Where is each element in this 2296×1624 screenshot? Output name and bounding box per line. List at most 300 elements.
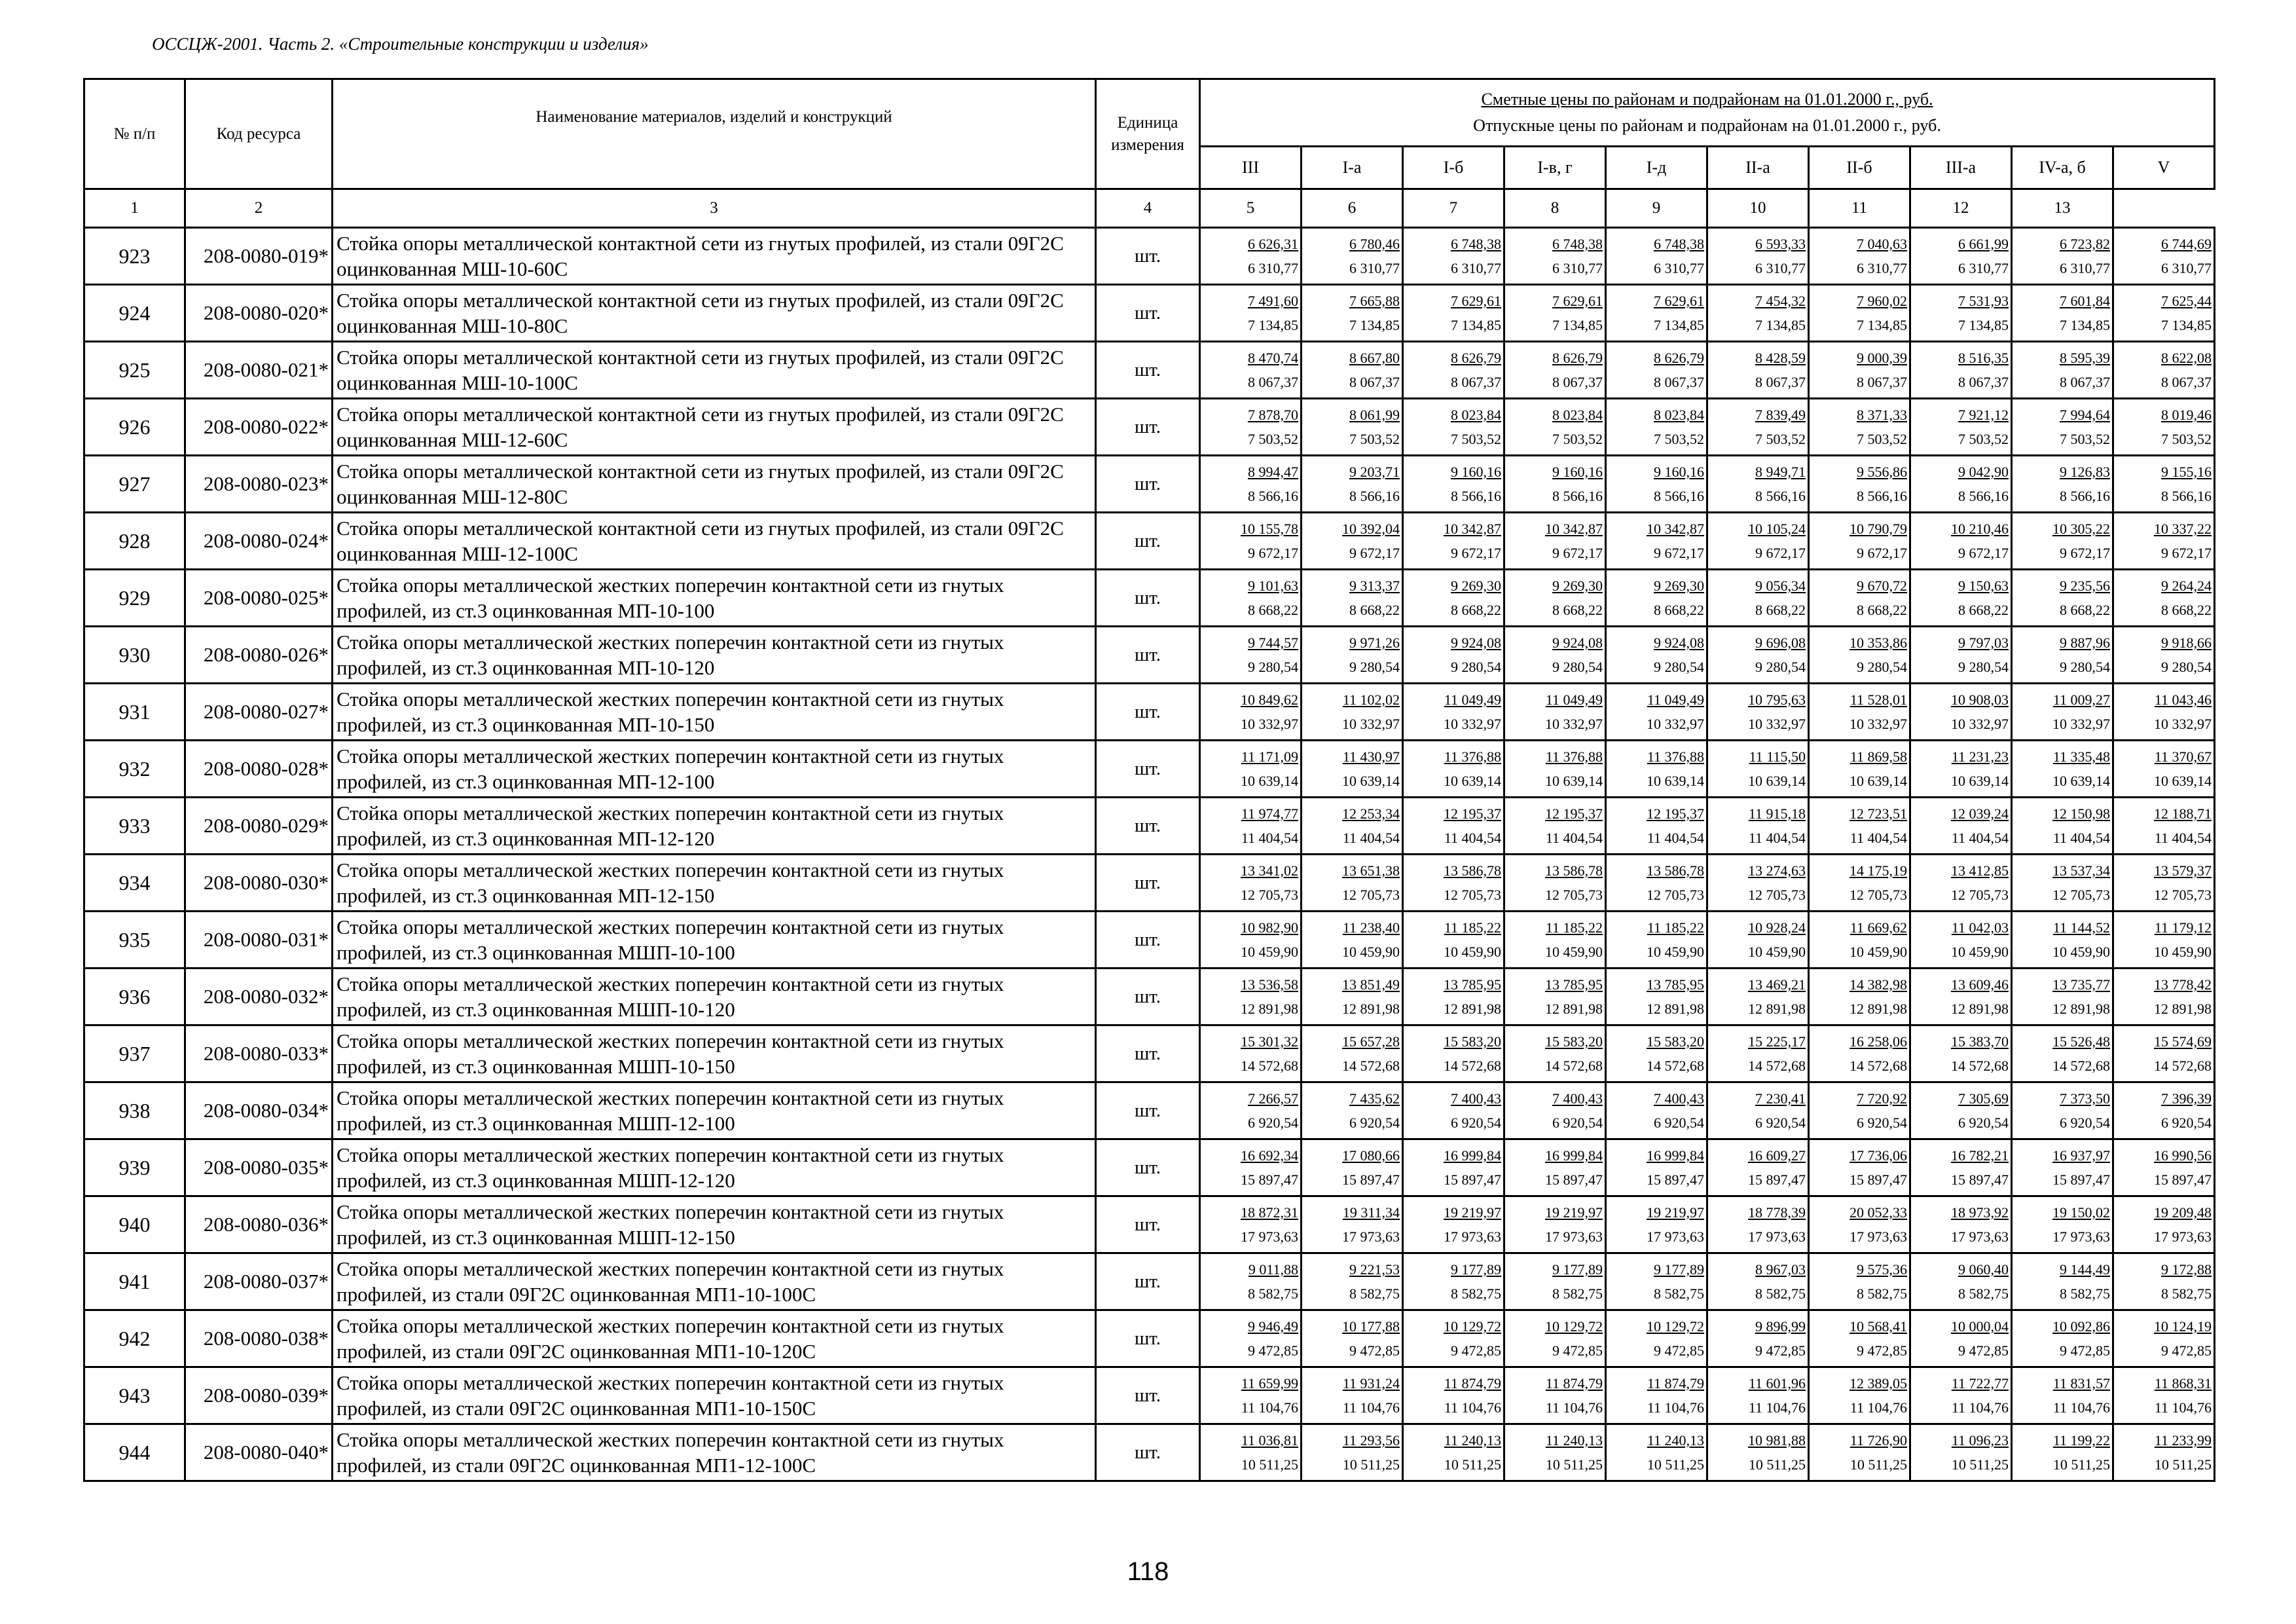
- price-cell: [1606, 1424, 1707, 1481]
- release-price: 12 891,98: [1647, 1001, 1704, 1017]
- resource-code: 208-0080-036*: [185, 1196, 333, 1253]
- row-number: 929: [84, 570, 185, 627]
- release-price: 8 067,37: [1349, 374, 1400, 390]
- price-cell: [2012, 285, 2113, 342]
- release-price: 6 920,54: [1654, 1115, 1704, 1131]
- price-cell: [1504, 855, 1606, 912]
- region-header: IV-а, б: [2012, 147, 2113, 189]
- estimate-price: 10 305,22: [2052, 521, 2110, 537]
- price-cell: [1403, 969, 1504, 1025]
- estimate-price: 11 185,22: [1444, 919, 1501, 936]
- resource-code: 208-0080-032*: [185, 969, 333, 1025]
- header-name: Наименование материалов, изделий и конструкций: [333, 79, 1096, 189]
- price-cell: [2113, 684, 2215, 741]
- estimate-price: 7 531,93: [1958, 293, 2009, 309]
- release-price: 6 310,77: [1349, 260, 1400, 276]
- release-price: 7 503,52: [1349, 431, 1400, 447]
- release-price: 11 404,54: [1748, 830, 1806, 846]
- release-price: 11 404,54: [1241, 830, 1298, 846]
- release-price: 11 404,54: [1342, 830, 1400, 846]
- estimate-price: 8 023,84: [1654, 407, 1704, 423]
- estimate-price: 14 175,19: [1850, 862, 1907, 879]
- price-cell: [2113, 1082, 2215, 1139]
- release-price: 8 582,75: [1248, 1285, 1298, 1302]
- release-price: 14 572,68: [1444, 1058, 1501, 1074]
- price-cell: [1504, 1025, 1606, 1082]
- price-cell: [1707, 1082, 1809, 1139]
- estimate-price: 7 878,70: [1248, 407, 1298, 423]
- price-cell: [1707, 1196, 1809, 1253]
- release-price: 10 639,14: [2154, 773, 2212, 789]
- estimate-price: 6 661,99: [1958, 236, 2009, 252]
- release-price: 10 511,25: [1342, 1456, 1400, 1473]
- release-price: 9 672,17: [1248, 545, 1298, 561]
- release-price: 10 332,97: [1850, 716, 1907, 732]
- unit-of-measure: шт.: [1096, 285, 1200, 342]
- estimate-price: 10 928,24: [1748, 919, 1806, 936]
- material-name: Стойка опоры металлической контактной сети из гнутых профилей, из стали 09Г2С оцинкованная МШ-10-100С: [333, 342, 1096, 399]
- price-cell: [1606, 513, 1707, 570]
- price-cell: [2113, 1253, 2215, 1310]
- release-price: 11 104,76: [1444, 1399, 1501, 1416]
- estimate-price: 11 874,79: [1647, 1375, 1704, 1392]
- price-cell: [2012, 399, 2113, 456]
- material-name: Стойка опоры металлической контактной сети из гнутых профилей, из стали 09Г2С оцинкованная МШ-10-80С: [333, 285, 1096, 342]
- price-cell: [2012, 798, 2113, 855]
- column-number-row: [84, 189, 2215, 228]
- estimate-price: 11 233,99: [2154, 1432, 2212, 1449]
- page-number: 118: [1127, 1557, 1169, 1586]
- price-cell: [1200, 570, 1302, 627]
- estimate-price: 15 301,32: [1241, 1033, 1298, 1050]
- release-price: 6 310,77: [1451, 260, 1501, 276]
- price-cell: [1606, 798, 1707, 855]
- price-cell: [1910, 342, 2012, 399]
- estimate-price: 13 274,63: [1748, 862, 1806, 879]
- row-number: 924: [84, 285, 185, 342]
- estimate-price: 16 937,97: [2052, 1147, 2110, 1164]
- release-price: 6 310,77: [2161, 260, 2212, 276]
- row-number: 934: [84, 855, 185, 912]
- estimate-price: 15 526,48: [2052, 1033, 2110, 1050]
- release-price: 8 582,75: [1755, 1285, 1806, 1302]
- unit-of-measure: шт.: [1096, 399, 1200, 456]
- price-cell: [2113, 1196, 2215, 1253]
- estimate-price: 8 516,35: [1958, 350, 2009, 366]
- release-price: 10 511,25: [1850, 1456, 1907, 1473]
- release-price: 11 404,54: [1951, 830, 2009, 846]
- estimate-price: 9 696,08: [1755, 635, 1806, 651]
- material-name: Стойка опоры металлической жестких поперечин контактной сети из гнутых профилей, из стали 09Г2С оцинкованная МП1-12-100С: [333, 1424, 1096, 1481]
- column-number: 7: [1403, 189, 1504, 228]
- estimate-price: 9 177,89: [1451, 1261, 1501, 1278]
- material-name: Стойка опоры металлической жестких поперечин контактной сети из гнутых профилей, из ст.3 оцинкованная МП-10-150: [333, 684, 1096, 741]
- price-cell: [2113, 399, 2215, 456]
- region-header: I-в, г: [1504, 147, 1606, 189]
- row-number: 931: [84, 684, 185, 741]
- price-cell: [1910, 1082, 2012, 1139]
- release-price: 17 973,63: [1748, 1228, 1806, 1245]
- resource-code: 208-0080-034*: [185, 1082, 333, 1139]
- estimate-price: 11 528,01: [1850, 692, 1907, 708]
- price-cell: [1200, 1025, 1302, 1082]
- region-header: III: [1200, 147, 1302, 189]
- estimate-price: 13 609,46: [1951, 976, 2009, 993]
- release-price: 8 668,22: [1857, 602, 1907, 618]
- estimate-price: 12 389,05: [1850, 1375, 1907, 1392]
- price-cell: [2012, 1310, 2113, 1367]
- release-price: 10 459,90: [1850, 944, 1907, 960]
- price-cell: [1910, 969, 2012, 1025]
- release-price: 10 332,97: [2052, 716, 2110, 732]
- estimate-price: 11 043,46: [2154, 692, 2212, 708]
- table-row: [84, 1082, 2215, 1139]
- price-cell: [1403, 570, 1504, 627]
- release-price: 9 672,17: [1552, 545, 1603, 561]
- estimate-price: 16 258,06: [1850, 1033, 1907, 1050]
- price-cell: [1809, 1139, 1910, 1196]
- price-cell: [1200, 1424, 1302, 1481]
- estimate-price: 9 264,24: [2161, 578, 2212, 594]
- estimate-price: 6 780,46: [1349, 236, 1400, 252]
- unit-of-measure: шт.: [1096, 1310, 1200, 1367]
- estimate-price: 13 536,58: [1241, 976, 1298, 993]
- price-cell: [1809, 798, 1910, 855]
- price-cell: [2012, 912, 2113, 969]
- release-price: 11 104,76: [1342, 1399, 1400, 1416]
- release-price: 7 134,85: [2060, 317, 2110, 333]
- price-cell: [2113, 969, 2215, 1025]
- release-price: 8 668,22: [2161, 602, 2212, 618]
- price-cell: [1707, 741, 1809, 798]
- table-body: [84, 228, 2215, 1481]
- release-price: 6 310,77: [1654, 260, 1704, 276]
- material-name: Стойка опоры металлической жестких поперечин контактной сети из гнутых профилей, из стали 09Г2С оцинкованная МП1-10-150С: [333, 1367, 1096, 1424]
- release-price: 10 639,14: [1545, 773, 1603, 789]
- price-cell: [1910, 912, 2012, 969]
- release-price: 11 104,76: [1850, 1399, 1907, 1416]
- price-cell: [1403, 1025, 1504, 1082]
- estimate-price: 9 150,63: [1958, 578, 2009, 594]
- release-price: 9 672,17: [1451, 545, 1501, 561]
- estimate-price: 11 293,56: [1342, 1432, 1400, 1449]
- estimate-price: 12 150,98: [2052, 805, 2110, 822]
- table-row: [84, 798, 2215, 855]
- estimate-price: 19 209,48: [2154, 1204, 2212, 1221]
- price-cell: [1200, 285, 1302, 342]
- release-price: 11 104,76: [1748, 1399, 1806, 1416]
- resource-code: 208-0080-023*: [185, 456, 333, 513]
- estimate-price: 8 967,03: [1755, 1261, 1806, 1278]
- price-cell: [1200, 1196, 1302, 1253]
- price-cell: [1302, 855, 1403, 912]
- estimate-price: 11 376,88: [1545, 748, 1603, 765]
- resource-code: 208-0080-035*: [185, 1139, 333, 1196]
- price-cell: [1200, 741, 1302, 798]
- column-number: 4: [1096, 189, 1200, 228]
- price-cell: [1910, 855, 2012, 912]
- unit-of-measure: шт.: [1096, 1196, 1200, 1253]
- estimate-price: 16 999,84: [1444, 1147, 1501, 1164]
- price-cell: [1403, 399, 1504, 456]
- estimate-price: 9 172,88: [2161, 1261, 2212, 1278]
- estimate-price: 15 583,20: [1647, 1033, 1704, 1050]
- release-price: 11 404,54: [1545, 830, 1603, 846]
- price-cell: [1302, 1082, 1403, 1139]
- price-cell: [1302, 1424, 1403, 1481]
- price-cell: [1707, 1367, 1809, 1424]
- estimate-price: 10 392,04: [1342, 521, 1400, 537]
- estimate-price: 15 583,20: [1444, 1033, 1501, 1050]
- table-row: [84, 1196, 2215, 1253]
- estimate-price: 7 960,02: [1857, 293, 1907, 309]
- unit-of-measure: шт.: [1096, 627, 1200, 684]
- price-cell: [1809, 513, 1910, 570]
- price-cell: [1606, 570, 1707, 627]
- release-price: 7 503,52: [2060, 431, 2110, 447]
- release-price: 9 472,85: [1451, 1342, 1501, 1359]
- release-price: 10 511,25: [1444, 1456, 1501, 1473]
- release-price: 6 920,54: [1451, 1115, 1501, 1131]
- price-cell: [1910, 228, 2012, 285]
- price-cell: [1910, 1367, 2012, 1424]
- release-price: 8 067,37: [1248, 374, 1298, 390]
- estimate-price: 11 335,48: [2052, 748, 2110, 765]
- unit-of-measure: шт.: [1096, 969, 1200, 1025]
- estimate-price: 8 019,46: [2161, 407, 2212, 423]
- price-cell: [1707, 684, 1809, 741]
- header-prices-release: Отпускные цены по районам и подрайонам на 01.01.2000 г., руб.: [1473, 116, 1941, 135]
- release-price: 8 566,16: [1552, 488, 1603, 504]
- region-header: I-д: [1606, 147, 1707, 189]
- estimate-price: 7 230,41: [1755, 1090, 1806, 1107]
- price-cell: [1809, 1367, 1910, 1424]
- release-price: 9 672,17: [1349, 545, 1400, 561]
- estimate-price: 7 994,64: [2060, 407, 2110, 423]
- row-number: 930: [84, 627, 185, 684]
- price-cell: [1606, 1253, 1707, 1310]
- release-price: 7 134,85: [1349, 317, 1400, 333]
- estimate-price: 10 790,79: [1850, 521, 1907, 537]
- price-cell: [2012, 1082, 2113, 1139]
- price-cell: [1302, 1367, 1403, 1424]
- release-price: 9 672,17: [1958, 545, 2009, 561]
- row-number: 936: [84, 969, 185, 1025]
- price-cell: [1707, 1139, 1809, 1196]
- price-cell: [2012, 228, 2113, 285]
- price-cell: [1809, 1025, 1910, 1082]
- price-cell: [1707, 798, 1809, 855]
- estimate-price: 7 720,92: [1857, 1090, 1907, 1107]
- estimate-price: 8 470,74: [1248, 350, 1298, 366]
- table-header: [84, 79, 2215, 228]
- estimate-price: 10 982,90: [1241, 919, 1298, 936]
- estimate-price: 7 396,39: [2161, 1090, 2212, 1107]
- release-price: 14 572,68: [1545, 1058, 1603, 1074]
- price-cell: [1200, 912, 1302, 969]
- release-price: 8 582,75: [1857, 1285, 1907, 1302]
- price-cell: [1809, 684, 1910, 741]
- estimate-price: 7 629,61: [1451, 293, 1501, 309]
- release-price: 12 705,73: [1850, 887, 1907, 903]
- release-price: 8 668,22: [1349, 602, 1400, 618]
- estimate-price: 9 918,66: [2161, 635, 2212, 651]
- estimate-price: 19 150,02: [2052, 1204, 2110, 1221]
- column-number: 5: [1200, 189, 1302, 228]
- estimate-price: 13 735,77: [2052, 976, 2110, 993]
- estimate-price: 9 971,26: [1349, 635, 1400, 651]
- price-cell: [2113, 228, 2215, 285]
- estimate-price: 11 874,79: [1444, 1375, 1501, 1392]
- region-header: III-а: [1910, 147, 2012, 189]
- estimate-price: 13 586,78: [1545, 862, 1603, 879]
- price-cell: [1403, 741, 1504, 798]
- price-cell: [1302, 1139, 1403, 1196]
- price-cell: [1403, 798, 1504, 855]
- estimate-price: 10 124,19: [2154, 1318, 2212, 1335]
- price-cell: [1403, 513, 1504, 570]
- estimate-price: 11 915,18: [1748, 805, 1806, 822]
- estimate-price: 8 622,08: [2161, 350, 2212, 366]
- release-price: 10 332,97: [1951, 716, 2009, 732]
- row-number: 933: [84, 798, 185, 855]
- price-cell: [2113, 513, 2215, 570]
- estimate-price: 9 000,39: [1857, 350, 1907, 366]
- price-cell: [1504, 912, 1606, 969]
- release-price: 12 891,98: [1748, 1001, 1806, 1017]
- release-price: 8 067,37: [1958, 374, 2009, 390]
- release-price: 6 920,54: [2161, 1115, 2212, 1131]
- material-name: Стойка опоры металлической жестких поперечин контактной сети из гнутых профилей, из ст.3 оцинкованная МШП-12-150: [333, 1196, 1096, 1253]
- price-cell: [1910, 1424, 2012, 1481]
- price-cell: [1910, 1253, 2012, 1310]
- release-price: 6 920,54: [1755, 1115, 1806, 1131]
- release-price: 10 639,14: [1647, 773, 1704, 789]
- estimate-price: 12 188,71: [2154, 805, 2212, 822]
- estimate-price: 7 305,69: [1958, 1090, 2009, 1107]
- release-price: 8 582,75: [2060, 1285, 2110, 1302]
- release-price: 14 572,68: [1850, 1058, 1907, 1074]
- price-cell: [1606, 228, 1707, 285]
- estimate-price: 18 872,31: [1241, 1204, 1298, 1221]
- release-price: 9 472,85: [1552, 1342, 1603, 1359]
- release-price: 8 668,22: [1654, 602, 1704, 618]
- price-cell: [1809, 285, 1910, 342]
- table-row: [84, 1367, 2215, 1424]
- table-row: [84, 684, 2215, 741]
- estimate-price: 16 999,84: [1545, 1147, 1603, 1164]
- release-price: 6 920,54: [2060, 1115, 2110, 1131]
- estimate-price: 8 595,39: [2060, 350, 2110, 366]
- price-cell: [1707, 513, 1809, 570]
- price-cell: [1302, 1310, 1403, 1367]
- table-row: [84, 1025, 2215, 1082]
- price-cell: [2012, 1253, 2113, 1310]
- release-price: 8 566,16: [1248, 488, 1298, 504]
- header-prices: [1200, 79, 2215, 147]
- column-number: 2: [185, 189, 333, 228]
- price-cell: [1504, 1310, 1606, 1367]
- estimate-price: 16 990,56: [2154, 1147, 2212, 1164]
- release-price: 12 705,73: [2154, 887, 2212, 903]
- release-price: 6 920,54: [1552, 1115, 1603, 1131]
- release-price: 10 511,25: [1241, 1456, 1298, 1473]
- estimate-price: 6 593,33: [1755, 236, 1806, 252]
- price-cell: [1403, 1367, 1504, 1424]
- release-price: 14 572,68: [1342, 1058, 1400, 1074]
- release-price: 8 582,75: [2161, 1285, 2212, 1302]
- price-cell: [1302, 570, 1403, 627]
- release-price: 9 472,85: [2060, 1342, 2110, 1359]
- estimate-price: 19 219,97: [1545, 1204, 1603, 1221]
- price-cell: [2113, 741, 2215, 798]
- estimate-price: 10 155,78: [1241, 521, 1298, 537]
- estimate-price: 6 723,82: [2060, 236, 2110, 252]
- price-cell: [1910, 798, 2012, 855]
- material-name: Стойка опоры металлической жестких поперечин контактной сети из гнутых профилей, из ст.3 оцинкованная МШП-12-120: [333, 1139, 1096, 1196]
- release-price: 6 920,54: [1857, 1115, 1907, 1131]
- estimate-price: 7 921,12: [1958, 407, 2009, 423]
- estimate-price: 19 219,97: [1444, 1204, 1501, 1221]
- row-number: 927: [84, 456, 185, 513]
- column-number: 13: [2012, 189, 2113, 228]
- resource-code: 208-0080-028*: [185, 741, 333, 798]
- estimate-price: 17 736,06: [1850, 1147, 1907, 1164]
- release-price: 14 572,68: [1647, 1058, 1704, 1074]
- price-cell: [1302, 1196, 1403, 1253]
- price-cell: [1910, 456, 2012, 513]
- estimate-price: 7 266,57: [1248, 1090, 1298, 1107]
- release-price: 9 280,54: [1857, 659, 1907, 675]
- price-cell: [1200, 342, 1302, 399]
- estimate-price: 11 370,67: [2154, 748, 2212, 765]
- release-price: 9 472,85: [1755, 1342, 1806, 1359]
- release-price: 8 582,75: [1958, 1285, 2009, 1302]
- price-cell: [1707, 342, 1809, 399]
- estimate-price: 11 869,58: [1850, 748, 1907, 765]
- price-cell: [1302, 456, 1403, 513]
- release-price: 9 472,85: [1654, 1342, 1704, 1359]
- estimate-price: 10 092,86: [2052, 1318, 2110, 1335]
- price-cell: [1910, 1139, 2012, 1196]
- release-price: 9 280,54: [1451, 659, 1501, 675]
- price-cell: [1200, 228, 1302, 285]
- price-cell: [1809, 1253, 1910, 1310]
- price-cell: [1809, 1424, 1910, 1481]
- price-cell: [1504, 798, 1606, 855]
- estimate-price: 9 924,08: [1654, 635, 1704, 651]
- release-price: 8 566,16: [1857, 488, 1907, 504]
- resource-code: 208-0080-040*: [185, 1424, 333, 1481]
- release-price: 8 668,22: [1552, 602, 1603, 618]
- price-cell: [1504, 228, 1606, 285]
- estimate-price: 13 586,78: [1444, 862, 1501, 879]
- release-price: 9 280,54: [1552, 659, 1603, 675]
- price-cell: [1606, 285, 1707, 342]
- estimate-price: 9 744,57: [1248, 635, 1298, 651]
- price-cell: [2012, 855, 2113, 912]
- material-name: Стойка опоры металлической контактной сети из гнутых профилей, из стали 09Г2С оцинкованная МШ-10-60С: [333, 228, 1096, 285]
- estimate-price: 9 144,49: [2060, 1261, 2110, 1278]
- estimate-price: 12 253,34: [1342, 805, 1400, 822]
- estimate-price: 7 491,60: [1248, 293, 1298, 309]
- estimate-price: 6 626,31: [1248, 236, 1298, 252]
- release-price: 6 310,77: [1552, 260, 1603, 276]
- release-price: 9 472,85: [1349, 1342, 1400, 1359]
- price-cell: [1200, 798, 1302, 855]
- estimate-price: 11 376,88: [1647, 748, 1704, 765]
- estimate-price: 11 036,81: [1241, 1432, 1298, 1449]
